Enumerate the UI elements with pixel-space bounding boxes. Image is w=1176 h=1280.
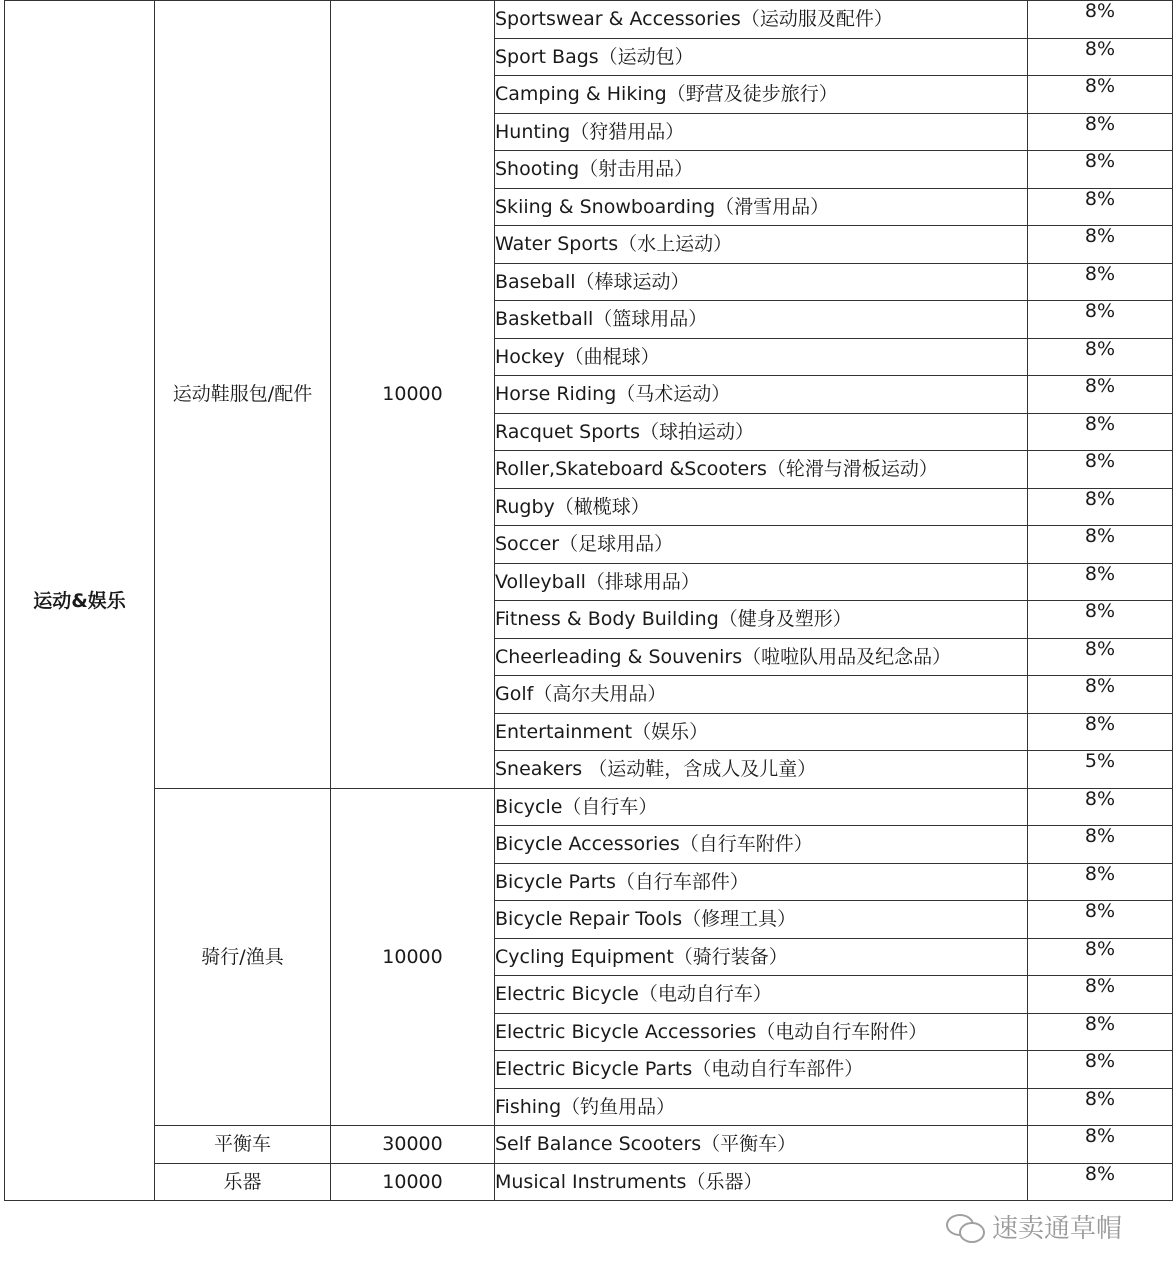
commission-rate-cell: 8% — [1028, 188, 1173, 226]
commission-rate-cell: 8% — [1028, 638, 1173, 676]
subcategory-cell: 运动鞋服包/配件 — [155, 1, 331, 789]
wechat-icon — [946, 1210, 986, 1244]
subcategory-cell: 骑行/渔具 — [155, 788, 331, 1126]
item-name-cell: Hunting（狩猎用品） — [495, 113, 1028, 151]
commission-rate-cell: 8% — [1028, 76, 1173, 114]
commission-rate-cell: 8% — [1028, 226, 1173, 264]
watermark — [946, 1208, 1122, 1245]
table-row — [5, 1163, 1173, 1201]
item-name-cell: Volleyball（排球用品） — [495, 563, 1028, 601]
item-name-cell: Skiing & Snowboarding（滑雪用品） — [495, 188, 1028, 226]
commission-rate-cell: 8% — [1028, 113, 1173, 151]
commission-rate-cell: 8% — [1028, 338, 1173, 376]
item-name-cell: Musical Instruments（乐器） — [495, 1163, 1028, 1201]
subcategory-cell: 乐器 — [155, 1163, 331, 1201]
deposit-cell: 30000 — [331, 1126, 495, 1164]
item-name-cell: Sportswear & Accessories（运动服及配件） — [495, 1, 1028, 39]
commission-rate-cell: 8% — [1028, 1163, 1173, 1201]
category-cell: 运动&娱乐 — [5, 1, 155, 1201]
item-name-cell: Horse Riding（马术运动） — [495, 376, 1028, 414]
item-name-cell: Hockey（曲棍球） — [495, 338, 1028, 376]
commission-rate-cell: 8% — [1028, 901, 1173, 939]
deposit-cell: 10000 — [331, 1, 495, 789]
item-name-cell: Rugby（橄榄球） — [495, 488, 1028, 526]
item-name-cell: Cheerleading & Souvenirs（啦啦队用品及纪念品） — [495, 638, 1028, 676]
commission-rate-cell: 8% — [1028, 301, 1173, 339]
commission-rate-cell: 8% — [1028, 1088, 1173, 1126]
commission-rate-cell: 8% — [1028, 788, 1173, 826]
item-name-cell: Sport Bags（运动包） — [495, 38, 1028, 76]
commission-rate-cell: 8% — [1028, 151, 1173, 189]
commission-rate-cell: 8% — [1028, 1013, 1173, 1051]
commission-rate-cell: 8% — [1028, 1, 1173, 39]
commission-rate-cell: 8% — [1028, 976, 1173, 1014]
commission-rate-cell: 8% — [1028, 488, 1173, 526]
commission-rate-cell: 8% — [1028, 1051, 1173, 1089]
table-row — [5, 1, 1173, 39]
commission-rate-cell: 8% — [1028, 601, 1173, 639]
commission-rate-cell: 8% — [1028, 713, 1173, 751]
item-name-cell: Bicycle Repair Tools（修理工具） — [495, 901, 1028, 939]
commission-rate-cell: 8% — [1028, 938, 1173, 976]
subcategory-cell: 平衡车 — [155, 1126, 331, 1164]
item-name-cell: Sneakers （运动鞋，含成人及儿童） — [495, 751, 1028, 789]
deposit-cell: 10000 — [331, 1163, 495, 1201]
commission-rate-cell: 8% — [1028, 263, 1173, 301]
item-name-cell: Water Sports（水上运动） — [495, 226, 1028, 264]
deposit-cell: 10000 — [331, 788, 495, 1126]
item-name-cell: Soccer（足球用品） — [495, 526, 1028, 564]
item-name-cell: Racquet Sports（球拍运动） — [495, 413, 1028, 451]
item-name-cell: Self Balance Scooters（平衡车） — [495, 1126, 1028, 1164]
item-name-cell: Electric Bicycle Parts（电动自行车部件） — [495, 1051, 1028, 1089]
item-name-cell: Bicycle Accessories（自行车附件） — [495, 826, 1028, 864]
item-name-cell: Entertainment（娱乐） — [495, 713, 1028, 751]
commission-rate-cell: 8% — [1028, 826, 1173, 864]
item-name-cell: Baseball（棒球运动） — [495, 263, 1028, 301]
item-name-cell: Camping & Hiking（野营及徒步旅行） — [495, 76, 1028, 114]
commission-rate-cell: 8% — [1028, 38, 1173, 76]
commission-rate-cell: 8% — [1028, 1126, 1173, 1164]
commission-rate-cell: 5% — [1028, 751, 1173, 789]
item-name-cell: Electric Bicycle（电动自行车） — [495, 976, 1028, 1014]
commission-rate-cell: 8% — [1028, 676, 1173, 714]
commission-rate-cell: 8% — [1028, 451, 1173, 489]
category-fee-table — [4, 0, 1173, 1201]
item-name-cell: Electric Bicycle Accessories（电动自行车附件） — [495, 1013, 1028, 1051]
item-name-cell: Bicycle Parts（自行车部件） — [495, 863, 1028, 901]
item-name-cell: Fishing（钓鱼用品） — [495, 1088, 1028, 1126]
item-name-cell: Bicycle（自行车） — [495, 788, 1028, 826]
watermark-text: 速卖通草帽 — [992, 1214, 1123, 1244]
table-row — [5, 788, 1173, 826]
commission-rate-cell: 8% — [1028, 526, 1173, 564]
item-name-cell: Basketball（篮球用品） — [495, 301, 1028, 339]
commission-rate-cell: 8% — [1028, 863, 1173, 901]
item-name-cell: Roller,Skateboard &Scooters（轮滑与滑板运动） — [495, 451, 1028, 489]
commission-rate-cell: 8% — [1028, 413, 1173, 451]
item-name-cell: Shooting（射击用品） — [495, 151, 1028, 189]
item-name-cell: Fitness & Body Building（健身及塑形） — [495, 601, 1028, 639]
commission-rate-cell: 8% — [1028, 376, 1173, 414]
commission-rate-cell: 8% — [1028, 563, 1173, 601]
item-name-cell: Golf（高尔夫用品） — [495, 676, 1028, 714]
item-name-cell: Cycling Equipment（骑行装备） — [495, 938, 1028, 976]
table-row — [5, 1126, 1173, 1164]
